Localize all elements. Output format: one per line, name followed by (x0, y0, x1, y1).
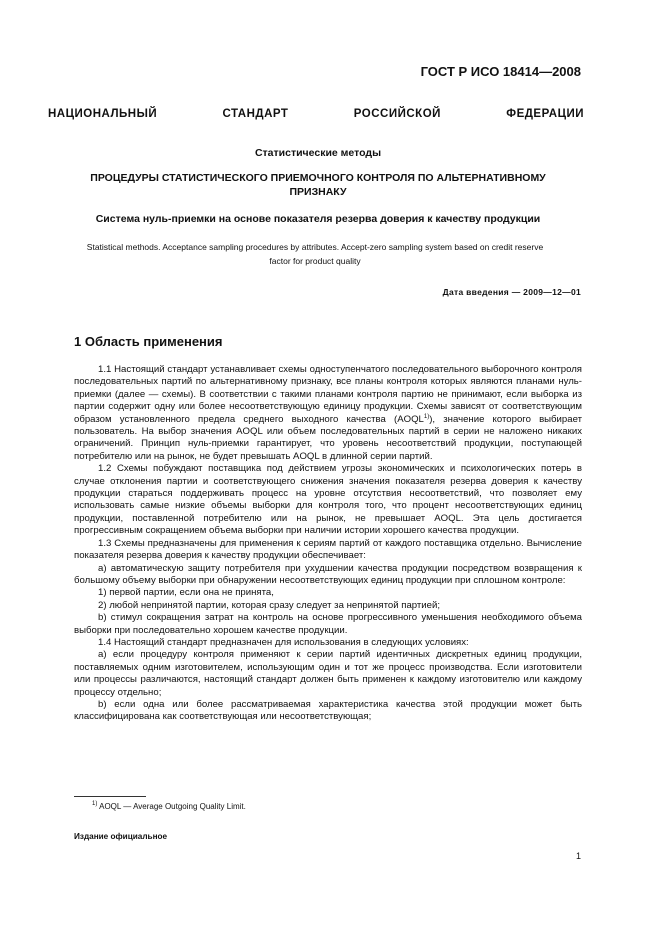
footnote-text: AOQL — Average Outgoing Quality Limit. (97, 802, 246, 811)
paragraph-1-4: 1.4 Настоящий стандарт предназначен для использования в следующих условиях: (98, 636, 469, 648)
list-item-a-1: 1) первой партии, если она не принята, (98, 587, 274, 599)
paragraph-1-2: 1.2 Схемы побуждают поставщика под действием угрозы экономических и психологических потерь в случае отклонения партии и соответствующего снижения значения показателя резерва доверия к качеству продукции стараться поддерживать процесс на уровне отсутствия несоответствий, что позволяет ему использовать самые низкие объемы выборки для контроля того, что процент несоответствующих единиц продукции, поставленной потребителю или на рынок, не превышает AOQL. Эта цель достигается прогрессивным сокращением объема выборки при наличии истории хорошего качества продукции. (74, 463, 582, 537)
paragraph-1-3: 1.3 Схемы предназначены для применения к сериям партий от каждого поставщика отдельно. Вычисление показателя резерва доверия к качеству продукции обеспечивает: (74, 537, 582, 562)
list-item-a-2: 2) любой непринятой партии, которая сразу следует за непринятой партией; (98, 599, 441, 611)
main-title-line-2: ПРИЗНАКУ (289, 186, 347, 198)
footnote-divider (74, 796, 146, 797)
section-body (74, 364, 582, 724)
introduction-date: Дата введения — 2009—12—01 (442, 287, 581, 297)
footnote-ref: 1) (423, 413, 430, 420)
document-id: ГОСТ Р ИСО 18414—2008 (420, 64, 581, 79)
list-item-a: а) автоматическую защиту потребителя при ухудшении качества продукции посредством возвращения к большому объему выборки при обнаружении несоответствующих единиц продукции при сплошном контроле: (74, 562, 582, 586)
series-title: Статистические методы (254, 147, 382, 159)
list-item-1-4-a: а) если процедуру контроля применяют к серии партий идентичных дискретных единиц продукции, поставляемых одним изготовителем, использующим один и тот же процесс производства. Если изготовители или процессы различаются, настоящий стандарт должен быть применен к каждому изготовителю или каждому процессу отдельно; (74, 649, 582, 698)
list-item-b: b) стимул сокращения затрат на контроль на основе прогрессивного уменьшения необходимого объема выборки при последовательно хорошем качестве продукции. (74, 612, 582, 636)
footnote-marker: 1) (92, 801, 98, 807)
paragraph-1-1: 1.1 Настоящий стандарт устанавливает схемы одноступенчатого последовательного выборочного контроля последовательных партий по альтернативному признаку, все планы контроля которых являются планами нуль-приемки (далее — схемы). В соответствии с такими планами контроля партию не принимают, если выборка из партии содержит одну или более несоответствующую единицу продукции. Схемы зависят от соответствующим образом установленного предела среднего выходного качества (AOQL$^{1)}$), значение которого выбирает пользователь. На выбор значения AOQL или объем последовательных партий в серии не наложено никаких ограничений. Принцип нуль-приемки гарантирует, что уровень несоответствий продукции, поступающей потребителю или на рынок, не будет превышать AOQL в длинной серии партий. (74, 364, 582, 462)
english-title-line-1: Statistical methods. Acceptance sampling procedures by attributes. Accept-zero sampling system based on credit reserve (86, 242, 544, 252)
section-title: 1 Область применения (74, 334, 223, 349)
national-standard-heading: НАЦИОНАЛЬНЫЙ СТАНДАРТ РОССИЙСКОЙ ФЕДЕРАЦИИ (48, 108, 584, 120)
page-number: 1 (575, 851, 581, 861)
footnote (74, 802, 246, 811)
english-title-line-2: factor for product quality (269, 256, 361, 266)
main-title-line-1: ПРОЦЕДУРЫ СТАТИСТИЧЕСКОГО ПРИЕМОЧНОГО КОНТРОЛЯ ПО АЛЬТЕРНАТИВНОМУ (90, 172, 546, 184)
list-item-1-4-b: b) если одна или более рассматриваемая характеристика качества этой продукции может быть классифицирована как соответствующая или несоответствующая; (74, 698, 582, 723)
main-title (48, 171, 588, 199)
english-title (40, 240, 590, 268)
edition-label: Издание официальное (74, 832, 168, 841)
subtitle: Система нуль-приемки на основе показателя резерва доверия к качеству продукции (95, 213, 541, 225)
